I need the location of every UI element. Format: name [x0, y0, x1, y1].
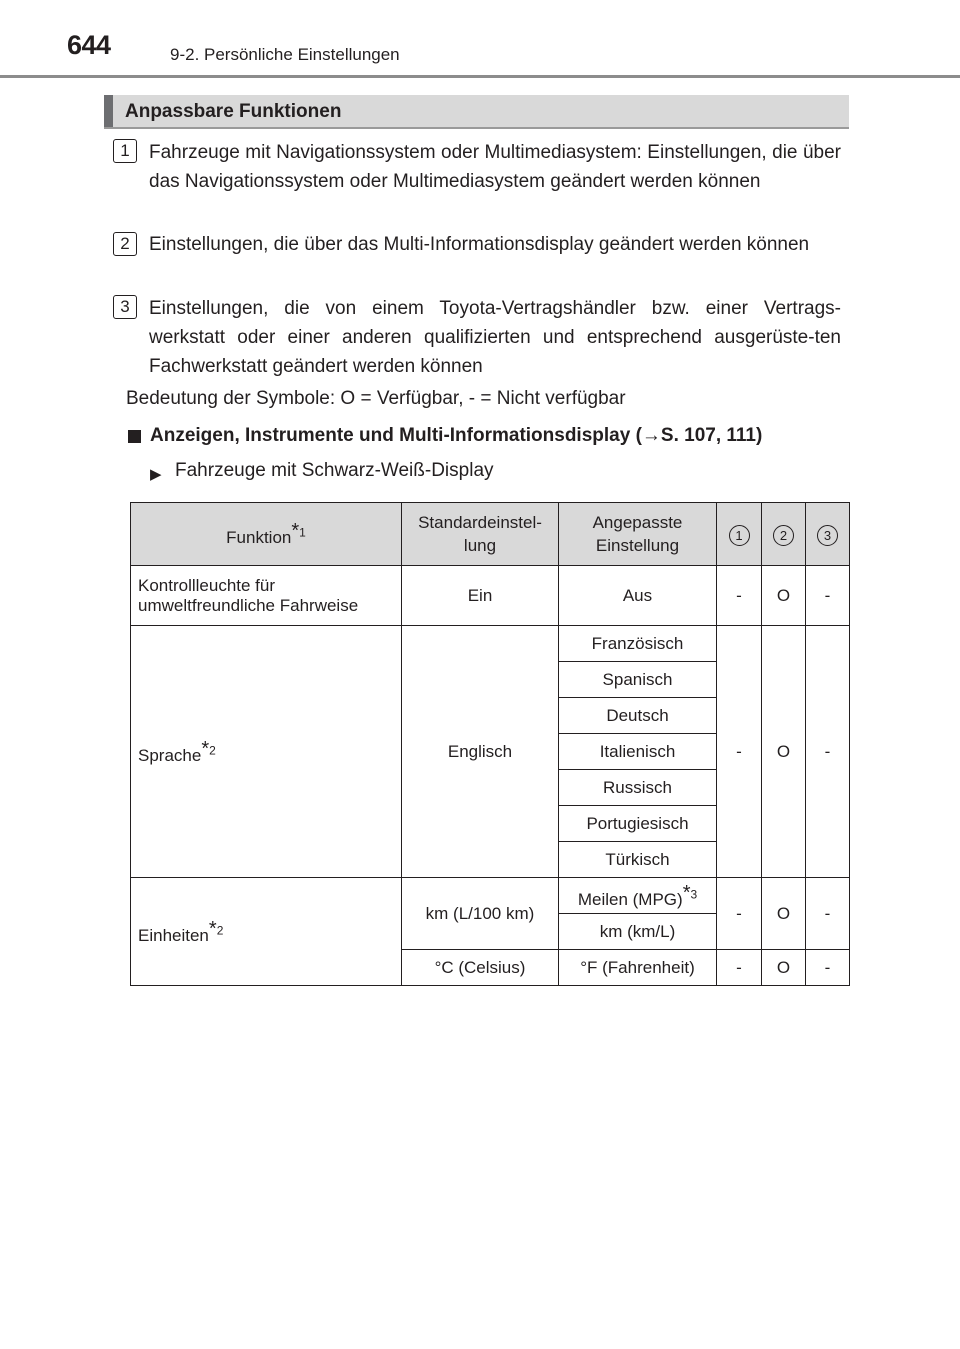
cell-option: Französisch — [559, 626, 717, 662]
header-default: Standardeinstel-lung — [402, 503, 559, 566]
table-row — [131, 626, 850, 662]
cell-custom: °F (Fahrenheit) — [559, 950, 717, 986]
cell-option: km (km/L) — [559, 914, 717, 950]
subsection-title: Anzeigen, Instrumente und Multi-Informationsdisplay (→S. 107, 111) — [150, 425, 763, 446]
cell-col-3: - — [806, 566, 850, 626]
cell-default: Englisch — [402, 626, 559, 878]
item-text-3: Einstellungen, die von einem Toyota-Vertragshändler bzw. einer Vertrags-werkstatt oder einer anderen qualifizierten und entsprechend ausgerüste-ten Fachwerkstatt geändert werden können — [149, 298, 841, 377]
cell-col-2: O — [762, 878, 806, 950]
triangle-pointer-icon: ▶ — [150, 466, 162, 483]
cell-col-3: - — [806, 950, 850, 986]
cell-option: Italienisch — [559, 734, 717, 770]
circled-number-1: 1 — [729, 525, 750, 546]
cell-col-3: - — [806, 626, 850, 878]
cell-col-1: - — [717, 626, 762, 878]
cell-default: °C (Celsius) — [402, 950, 559, 986]
cell-option: Portugiesisch — [559, 806, 717, 842]
cell-col-2: O — [762, 626, 806, 878]
header-custom: Angepasste Einstellung — [559, 503, 717, 566]
item-number-3: 3 — [113, 295, 137, 319]
circled-number-3: 3 — [817, 525, 838, 546]
cell-function: Kontrollleuchte für umweltfreundliche Fahrweise — [131, 566, 402, 626]
table-header-row — [131, 503, 850, 566]
item-number-1: 1 — [113, 139, 137, 163]
cell-option: Spanisch — [559, 662, 717, 698]
settings-table — [130, 502, 850, 986]
cell-option: Russisch — [559, 770, 717, 806]
cell-option: Türkisch — [559, 842, 717, 878]
circled-number-2: 2 — [773, 525, 794, 546]
item-text-1: Fahrzeuge mit Navigationssystem oder Multimediasystem: Einstellungen, die über das Navigationssystem oder Multimediasystem geändert werden können — [149, 142, 841, 192]
page-number: 644 — [67, 30, 111, 60]
cell-default: Ein — [402, 566, 559, 626]
header-col-1 — [717, 503, 762, 566]
cell-col-2: O — [762, 566, 806, 626]
header-col-2 — [762, 503, 806, 566]
subsection-subtitle: Fahrzeuge mit Schwarz-Weiß-Display — [175, 460, 494, 481]
square-bullet-icon — [128, 430, 141, 443]
cell-col-1: - — [717, 878, 762, 950]
item-number-2: 2 — [113, 232, 137, 256]
cell-col-1: - — [717, 950, 762, 986]
cell-col-1: - — [717, 566, 762, 626]
header-col-3 — [806, 503, 850, 566]
item-text-2: Einstellungen, die über das Multi-Informationsdisplay geändert werden können — [149, 234, 810, 255]
section-title: Anpassbare Funktionen — [125, 101, 342, 122]
table-row — [131, 878, 850, 914]
cell-col-2: O — [762, 950, 806, 986]
section-title-bar — [104, 95, 849, 129]
section-marker — [104, 95, 113, 127]
cell-function: Sprache*$^2$ — [131, 626, 402, 878]
table-row — [131, 566, 850, 626]
cell-col-3: - — [806, 878, 850, 950]
cell-option: Meilen (MPG)*$^3$ — [559, 878, 717, 914]
cell-default: km (L/100 km) — [402, 878, 559, 950]
header-function: Funktion*$^1$ — [131, 503, 402, 566]
header-rule — [0, 75, 960, 78]
symbol-legend: Bedeutung der Symbole: O = Verfügbar, - = Nicht verfügbar — [126, 388, 626, 409]
cell-custom: Aus — [559, 566, 717, 626]
cell-option: Deutsch — [559, 698, 717, 734]
cell-function: Einheiten*$^2$ — [131, 878, 402, 986]
running-head: 9-2. Persönliche Einstellungen — [170, 45, 400, 64]
